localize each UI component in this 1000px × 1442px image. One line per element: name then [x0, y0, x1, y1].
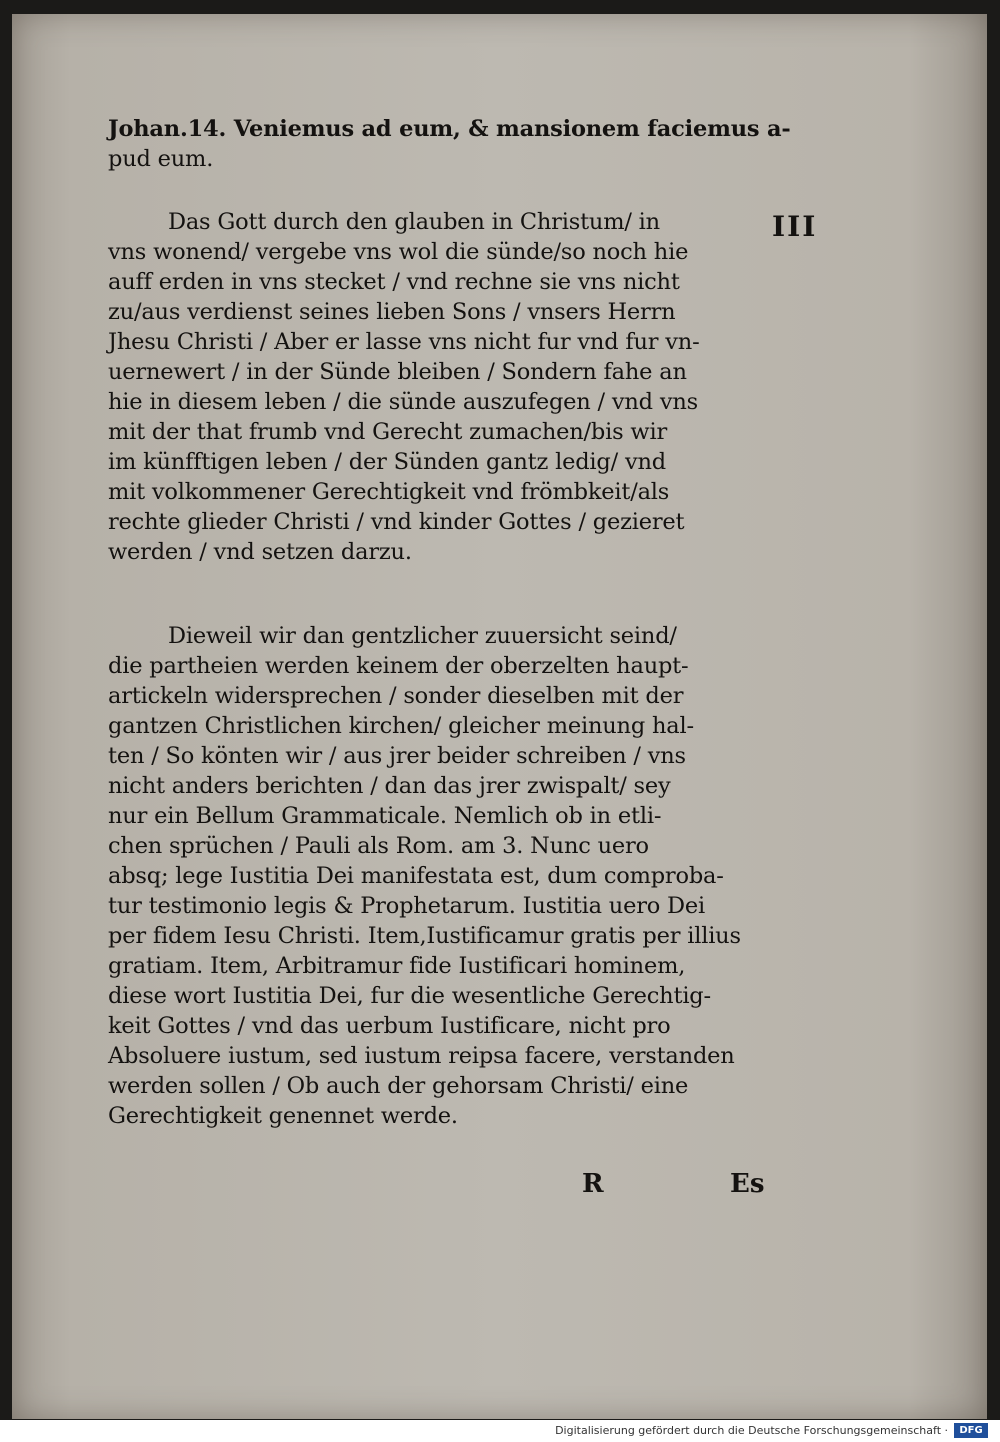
text-line: im künfftigen leben / der Sünden gantz ledig/ vnd: [108, 449, 666, 475]
text-line: keit Gottes / vnd das uerbum Iustificare, nicht pro: [108, 1013, 671, 1039]
dfg-logo-icon: DFG: [954, 1423, 988, 1438]
text-line: werden / vnd setzen darzu.: [108, 539, 412, 565]
text-line: nur ein Bellum Grammaticale. Nemlich ob in etli-: [108, 803, 662, 829]
text-line: nicht anders berichten / dan das jrer zwispalt/ sey: [108, 773, 671, 799]
scanned-page: [12, 14, 987, 1419]
text-line: ten / So könten wir / aus jrer beider schreiben / vns: [108, 743, 686, 769]
text-line: uernewert / in der Sünde bleiben / Sondern fahe an: [108, 359, 687, 385]
text-line: mit volkommener Gerechtigkeit vnd frömbkeit/als: [108, 479, 670, 505]
signature-mark: R: [582, 1169, 604, 1199]
footer-bar: [0, 1420, 1000, 1442]
text-line: hie in diesem leben / die sünde auszufegen / vnd vns: [108, 389, 698, 415]
text-line: Gerechtigkeit genennet werde.: [108, 1103, 458, 1129]
page-text: [108, 114, 791, 1131]
text-line: gratiam. Item, Arbitramur fide Iustificari hominem,: [108, 953, 686, 979]
text-line: mit der that frumb vnd Gerecht zumachen/bis wir: [108, 419, 668, 445]
text-line: die partheien werden keinem der oberzelten haupt-: [108, 653, 689, 679]
text-line: absq; lege Iustitia Dei manifestata est, dum comproba-: [108, 863, 724, 889]
text-line: gantzen Christlichen kirchen/ gleicher meinung hal-: [108, 713, 694, 739]
text-line: vns wonend/ vergebe vns wol die sünde/so noch hie: [108, 239, 689, 265]
folio-number: III: [772, 210, 818, 243]
text-line: chen sprüchen / Pauli als Rom. am 3. Nunc uero: [108, 833, 649, 859]
text-line: Absoluere iustum, sed iustum reipsa facere, verstanden: [108, 1043, 735, 1069]
text-line: tur testimonio legis & Prophetarum. Iustitia uero Dei: [108, 893, 706, 919]
text-line: per fidem Iesu Christi. Item,Iustificamur gratis per illius: [108, 923, 741, 949]
text-line: Jhesu Christi / Aber er lasse vns nicht fur vnd fur vn-: [108, 329, 700, 355]
text-line: rechte glieder Christi / vnd kinder Gottes / gezieret: [108, 509, 685, 535]
text-line: zu/aus verdienst seines lieben Sons / vnsers Herrn: [108, 299, 676, 325]
footer-credit: Digitalisierung gefördert durch die Deutsche Forschungsgemeinschaft ·: [555, 1424, 948, 1437]
text-line: Dieweil wir dan gentzlicher zuuersicht seind/: [168, 623, 677, 649]
text-line: auff erden in vns stecket / vnd rechne sie vns nicht: [108, 269, 680, 295]
text-line: Das Gott durch den glauben in Christum/ in: [168, 209, 660, 235]
catchword: Es: [730, 1169, 765, 1199]
text-line: Johan.14. Veniemus ad eum, & mansionem faciemus a-: [108, 116, 791, 142]
text-line: artickeln widersprechen / sonder dieselben mit der: [108, 683, 684, 709]
text-line: pud eum.: [108, 146, 214, 172]
text-line: diese wort Iustitia Dei, fur die wesentliche Gerechtig-: [108, 983, 711, 1009]
text-line: werden sollen / Ob auch der gehorsam Christi/ eine: [108, 1073, 689, 1099]
